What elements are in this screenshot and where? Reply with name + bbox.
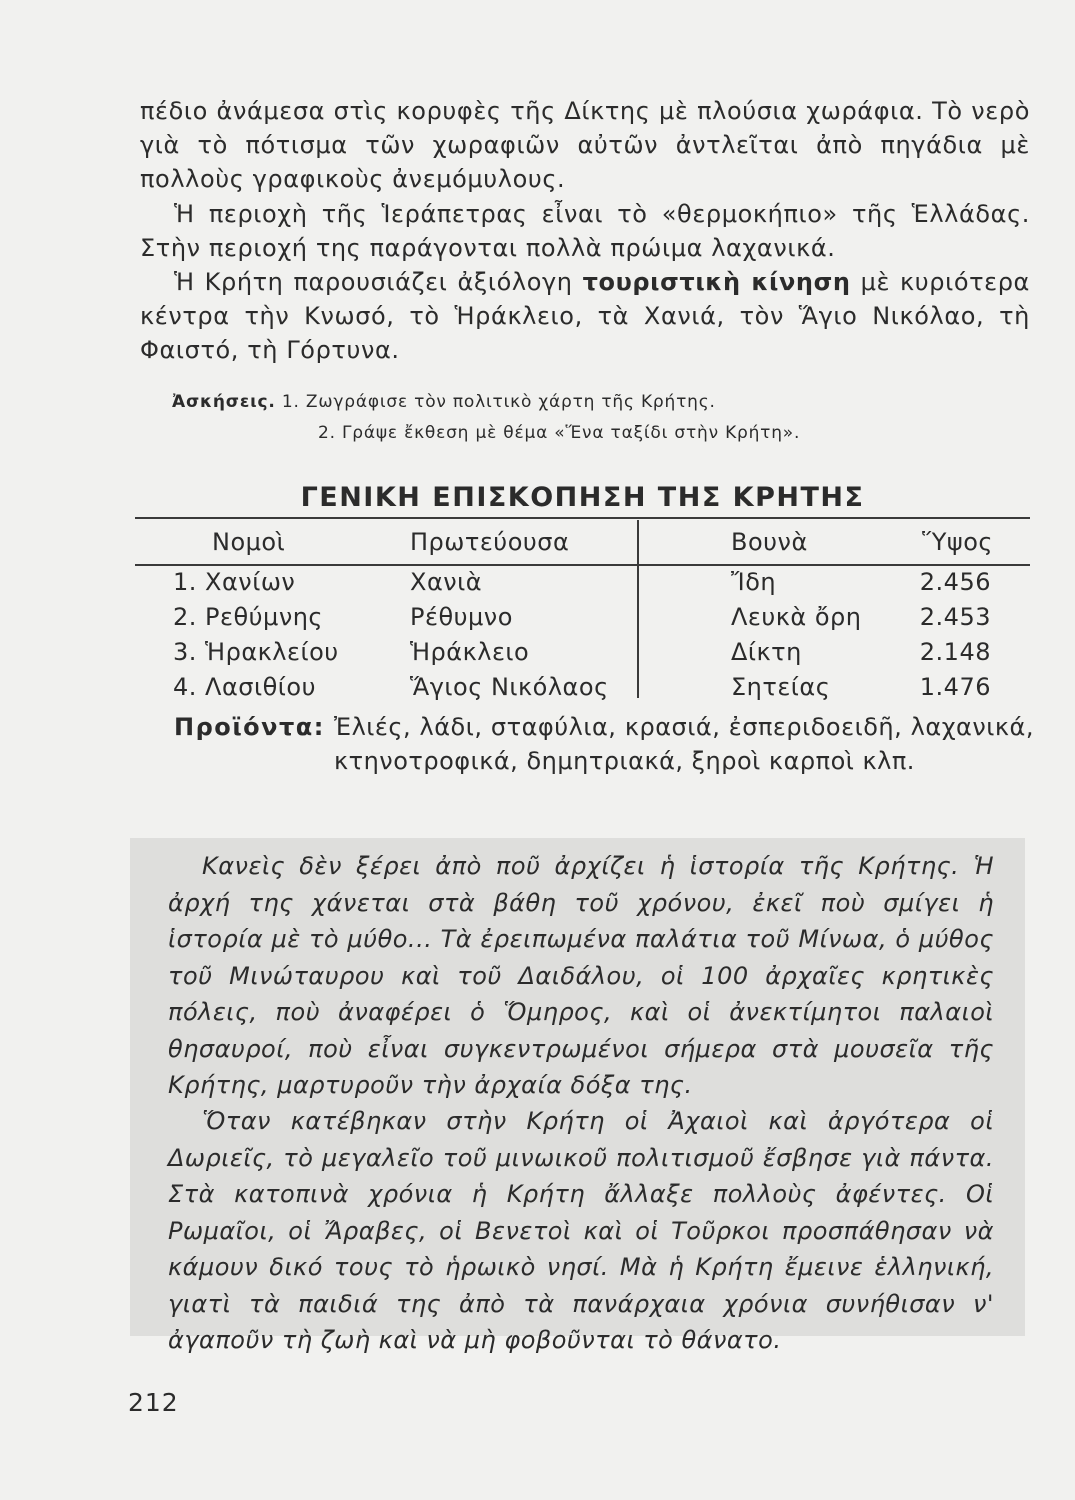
header-capital: Πρωτεύουσα (410, 528, 570, 556)
table-cell: Ρέθυμνο (410, 603, 513, 631)
table-cell: 3. Ἡρακλείου (173, 638, 339, 666)
header-prefecture: Νομοὶ (212, 528, 286, 556)
header-altitude: Ὕψος (922, 528, 993, 556)
table-cell: Σητείας (731, 673, 831, 701)
table-cell: 1.476 (919, 673, 991, 701)
table-cell: Χανιὰ (410, 568, 483, 596)
table-cell: Ἡράκλειο (410, 638, 530, 666)
table-cell: 4. Λασιθίου (173, 673, 316, 701)
exercise-item-1: 1. Ζωγράφισε τὸν πολιτικὸ χάρτη τῆς Κρήτης. (281, 392, 716, 412)
table-top-rule (135, 517, 1030, 519)
tourism-text-end: μὲ κυριότερα κέντρα τὴν Κνωσό, τὸ Ἡράκλειο, τὰ Χανιά, τὸν Ἅγιο Νικόλαο, τὴ Φαιστό, τὴ Γόρτυνα. (140, 268, 1030, 364)
table-cell: 1. Χανίων (173, 568, 296, 596)
products-label: Προϊόντα: (174, 713, 325, 741)
products-text: Ἐλιές, λάδι, σταφύλια, κρασιά, ἐσπεριδοειδῆ, λαχανικά, κτηνοτροφικά, δημητριακά, ξηροὶ καρποὶ κλπ. (334, 713, 1034, 775)
quote-paragraph-2: Ὅταν κατέβηκαν στὴν Κρήτη οἱ Ἀχαιοὶ καὶ ἀργότερα οἱ Δωριεῖς, τὸ μεγαλεῖο τοῦ μινωικοῦ πολιτισμοῦ ἔσβησε γιὰ πάντα. Στὰ κατοπινὰ χρόνια ἡ Κρήτη ἄλλαξε πολλοὺς ἀφέντες. Οἱ Ρωμαῖοι, οἱ Ἄραβες, οἱ Βενετοὶ καὶ οἱ Τοῦρκοι προσπάθησαν νὰ κάμουν δικό τους τὸ ἡρωικὸ νησί. Μὰ ἡ Κρήτη ἔμεινε ἑλληνική, γιατὶ τὰ παιδιά της ἀπὸ τὰ πανάρχαια χρόνια συνήθισαν ν' ἀγαποῦν τὴ ζωὴ καὶ νὰ μὴ φοβοῦνται τὸ θάνατο. (168, 1107, 994, 1354)
table-cell: Δίκτη (731, 638, 802, 666)
table-cell: 2.456 (919, 568, 991, 596)
table-cell: Ἴδη (731, 568, 777, 596)
exercise-line-1 (172, 392, 716, 412)
table-cell: Ἅγιος Νικόλαος (410, 673, 609, 701)
paragraph-ierapetra: Ἡ περιοχὴ τῆς Ἱεράπετρας εἶναι τὸ «θερμοκήπιο» τῆς Ἑλλάδας. Στὴν περιοχή της παράγονται πολλὰ πρώιμα λαχανικά. (140, 200, 1030, 262)
exercise-item-2: 2. Γράψε ἔκθεση μὲ θέμα «Ἕνα ταξίδι στὴν Κρήτη». (318, 423, 801, 443)
table-cell: 2. Ρεθύμνης (173, 603, 324, 631)
paragraph-tourism (140, 265, 1030, 367)
table-cell: Λευκὰ ὄρη (731, 603, 862, 631)
exercises-label: Ἀσκήσεις. (172, 392, 276, 412)
header-mountains: Βουνὰ (731, 528, 808, 556)
table-header-rule (135, 564, 1030, 566)
products-block (174, 710, 1034, 775)
paragraph-lasithi-plateau: πέδιο ἀνάμεσα στὶς κορυφὲς τῆς Δίκτης μὲ πλούσια χωράφια. Τὸ νερὸ γιὰ τὸ πότισμα τῶν χωραφιῶν αὐτῶν ἀντλεῖται ἀπὸ πηγάδια μὲ πολλοὺς γραφικοὺς ἀνεμόμυλους. (140, 97, 1030, 193)
tourism-keyword: τουριστικὴ κίνηση (582, 268, 851, 296)
tourism-text-start: Ἡ Κρήτη παρουσιάζει ἀξιόλογη (174, 268, 583, 296)
table-column-divider (637, 520, 639, 698)
table-cell: 2.453 (919, 603, 991, 631)
page-number: 212 (128, 1388, 179, 1417)
table-cell: 2.148 (919, 638, 991, 666)
table-title: ΓΕΝΙΚΗ ΕΠΙΣΚΟΠΗΣΗ ΤΗΣ ΚΡΗΤΗΣ (300, 482, 865, 513)
quote-paragraph-1: Κανεὶς δὲν ξέρει ἀπὸ ποῦ ἀρχίζει ἡ ἱστορία τῆς Κρήτης. Ἡ ἀρχή της χάνεται στὰ βάθη τοῦ χρόνου, ἐκεῖ ποὺ σμίγει ἡ ἱστορία μὲ τὸ μύθο... Τὰ ἐρειπωμένα παλάτια τοῦ Μίνωα, ὁ μύθος τοῦ Μινώταυρου καὶ τοῦ Δαιδάλου, οἱ 100 ἀρχαῖες κρητικὲς πόλεις, ποὺ ἀναφέρει ὁ Ὅμηρος, καὶ οἱ ἀνεκτίμητοι παλαιοὶ θησαυροί, ποὺ εἶναι συγκεντρωμένοι σήμερα στὰ μουσεῖα τῆς Κρήτης, μαρτυροῦν τὴν ἀρχαία δόξα της. (168, 852, 994, 1099)
